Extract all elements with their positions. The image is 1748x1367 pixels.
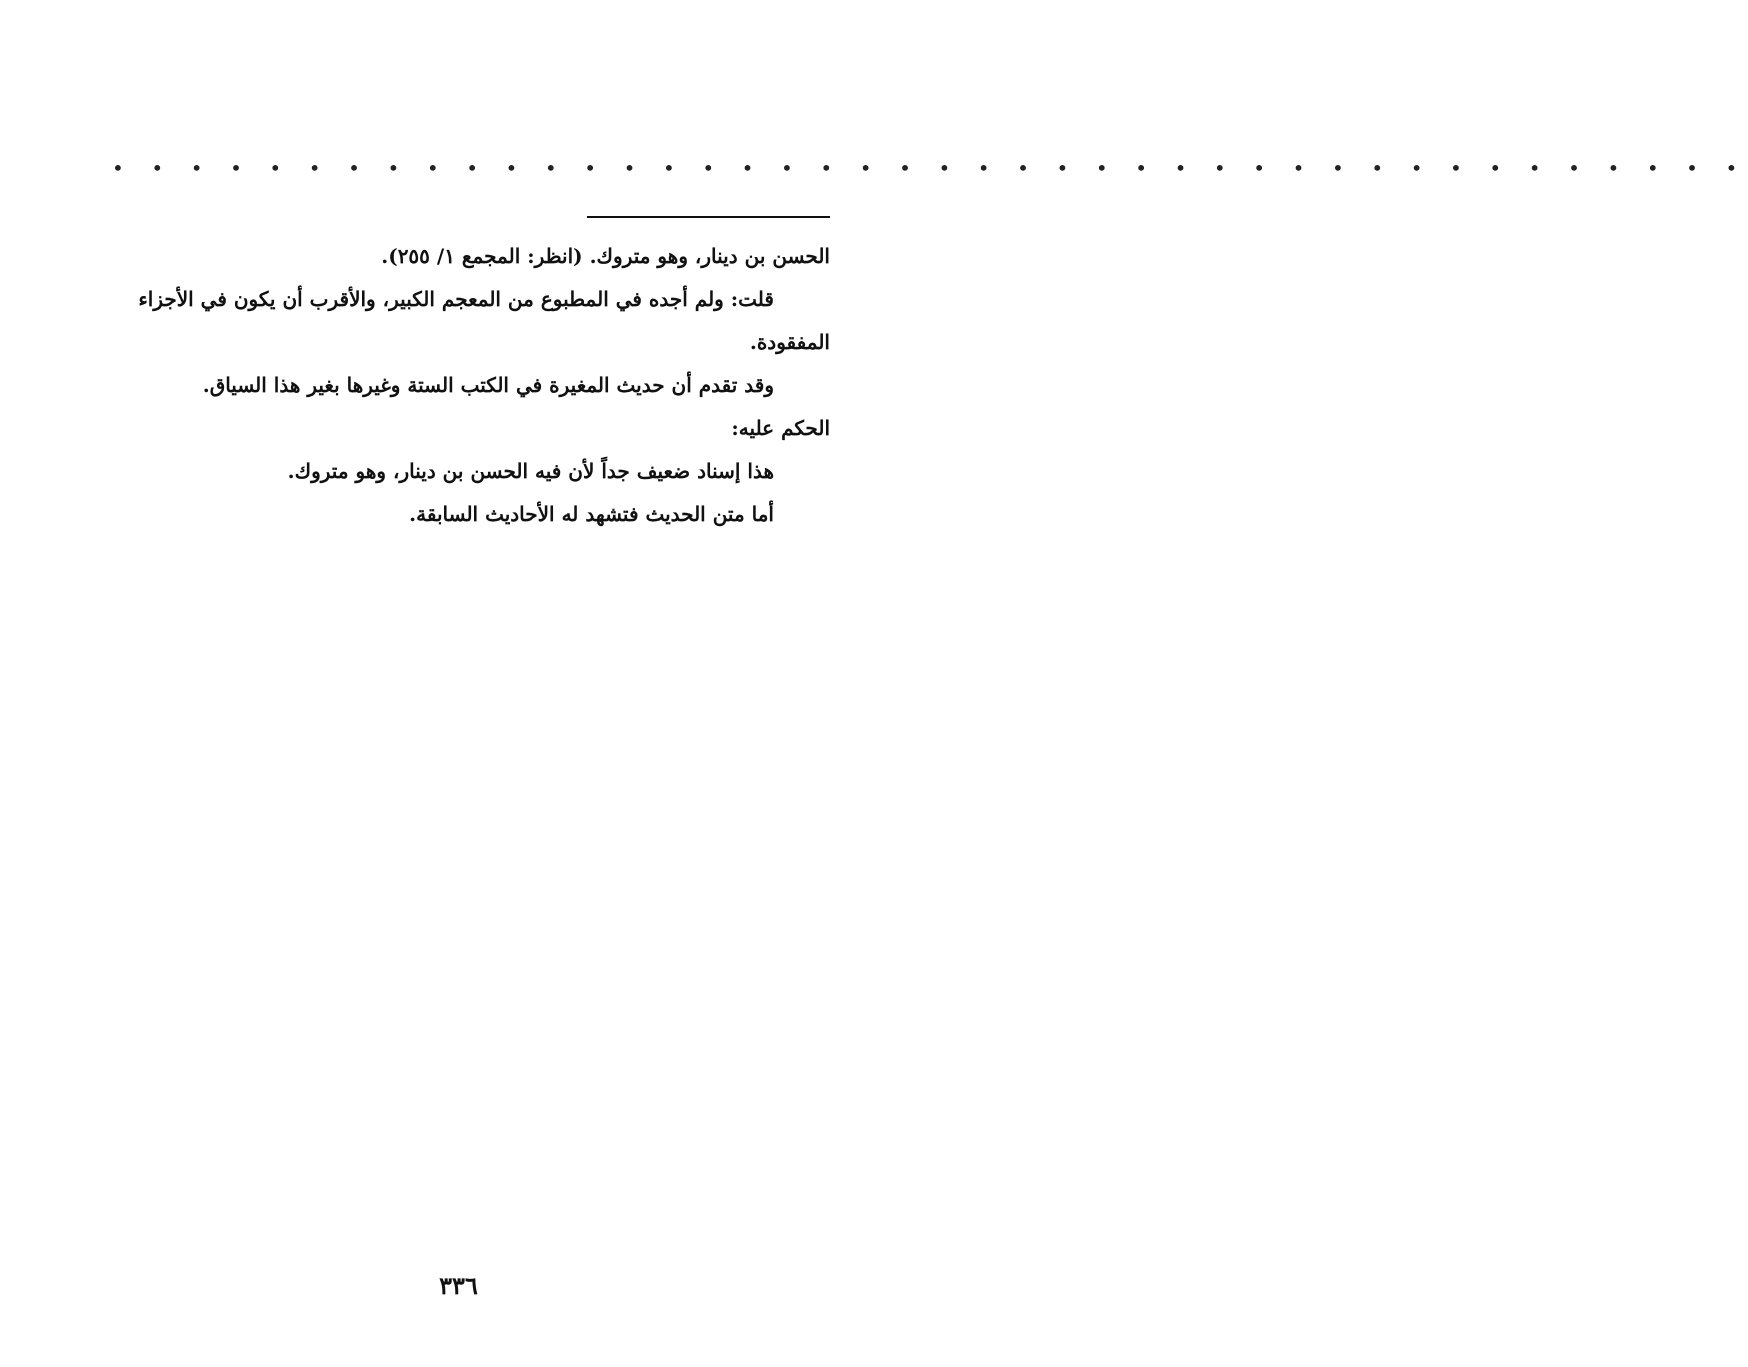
page-number: ٣٣٦: [439, 1271, 478, 1300]
footnote-line-2: قلت: ولم أجده في المطبوع من المعجم الكبير، والأقرب أن يكون في الأجزاء: [138, 287, 774, 311]
ruling-heading: الحكم عليه:: [731, 416, 830, 440]
page-body: [108, 236, 830, 537]
footnote-line-3: المفقودة.: [749, 330, 830, 354]
footnote-line-1: الحسن بن دينار، وهو متروك. (انظر: المجمع ١/ ٢٥٥).: [381, 244, 830, 268]
dotted-separator: • • • • • • • • • • • • • • • • • • • • • • • • • • • • • • • • • • • • • • • • • •: [112, 156, 1748, 180]
footnote-line-4: وقد تقدم أن حديث المغيرة في الكتب الستة وغيرها بغير هذا السياق.: [202, 373, 774, 397]
ruling-line-2: أما متن الحديث فتشهد له الأحاديث السابقة.: [409, 502, 774, 526]
ruling-line-1: هذا إسناد ضعيف جداً لأن فيه الحسن بن دينار، وهو متروك.: [287, 459, 774, 483]
footnote-rule: [587, 216, 830, 218]
